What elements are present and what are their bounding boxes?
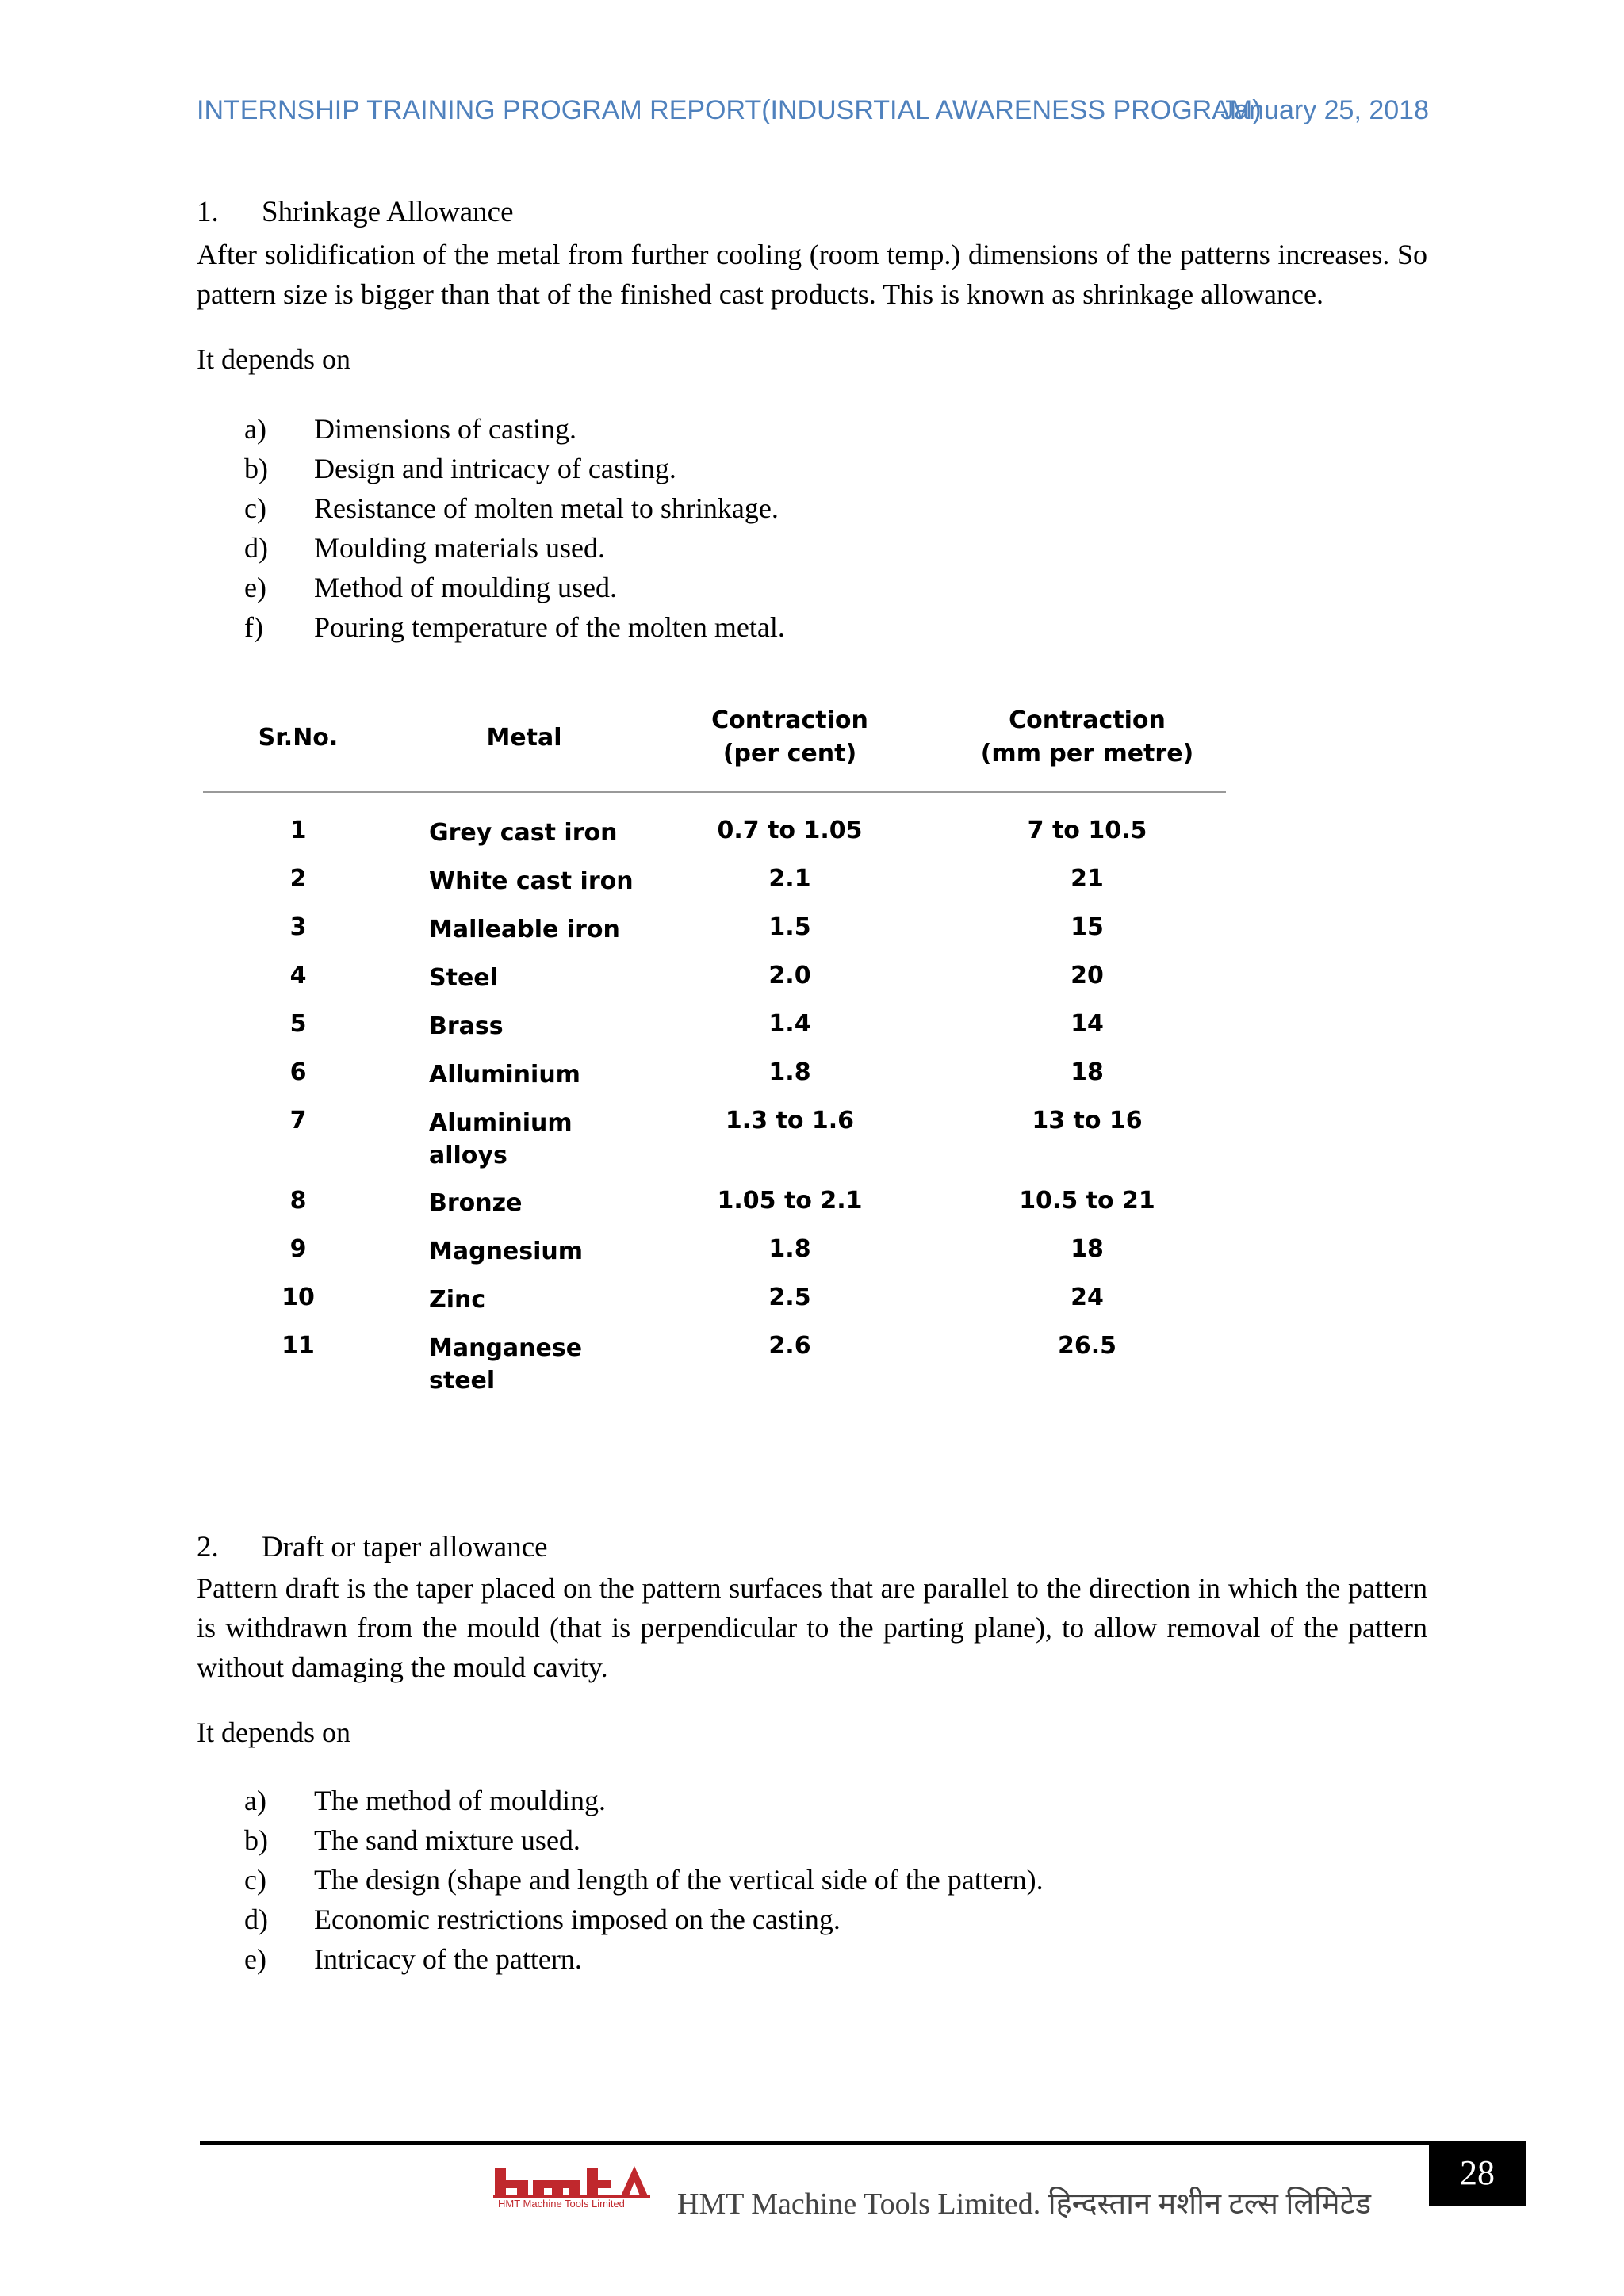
- list-item: f) Pouring temperature of the molten metal.: [244, 611, 785, 643]
- section-2-title: Draft or taper allowance: [262, 1531, 548, 1563]
- section-2-list: [244, 1781, 1044, 1979]
- list-item: c) Resistance of molten metal to shrinkage.: [244, 492, 779, 524]
- page-number: 28: [1429, 2141, 1526, 2206]
- header-date: January 25, 2018: [1220, 95, 1429, 125]
- list-item: e) Intricacy of the pattern.: [244, 1943, 582, 1975]
- header-title: INTERNSHIP TRAINING PROGRAM REPORT(INDUSRTIAL AWARENESS PROGRAM): [197, 95, 1262, 125]
- list-item: b) The sand mixture used.: [244, 1824, 580, 1856]
- header-contraction-pct: Contraction (per cent): [711, 706, 868, 767]
- footer-rule: [200, 2141, 1429, 2145]
- list-item: d) Moulding materials used.: [244, 532, 605, 564]
- contraction-table: Sr.No. Metal Contraction (per cent) Contraction (mm per metre) 1 Grey cast iron 0.7 to 1.05 7 to 10.5 2 White cast iron 2.1 21 3 Malleable iron 1.5 15 4 Steel 2.0 20 5 Brass 1.4 14 6 Alluminium 1.8 18 7 Aluminium alloys 1.3 to 1.6 13 to 16 8 Bronze 1.05 to 2.1 10.5 to 21 9 Magnesium 1.8 18 10 Zinc 2.5 24 11 Manganese steel 2.6 26.5: [203, 698, 1226, 1395]
- section-1-number: 1.: [197, 196, 219, 228]
- section-1-title: Shrinkage Allowance: [262, 196, 514, 228]
- section-1-depends-label: It depends on: [197, 343, 350, 375]
- list-item: a) Dimensions of casting.: [244, 413, 576, 445]
- header-contraction-mm: Contraction (mm per metre): [980, 706, 1194, 767]
- header-sr-no: Sr.No.: [258, 724, 339, 752]
- section-2-paragraph: Pattern draft is the taper placed on the pattern surfaces that are parallel to the direction in which the pattern is withdrawn from the mould (that is perpendicular to the parting plane), to allow removal of the pattern without damaging the mould cavity.: [197, 1572, 1427, 1683]
- section-2-number: 2.: [197, 1531, 219, 1563]
- list-item: d) Economic restrictions imposed on the casting.: [244, 1904, 841, 1935]
- list-item: a) The method of moulding.: [244, 1785, 606, 1816]
- footer-company-name: HMT Machine Tools Limited. हिन्दस्तान मशीन टल्स लिमिटेड: [677, 2187, 1372, 2221]
- section-1-heading: [197, 195, 514, 229]
- list-item: c) The design (shape and length of the vertical side of the pattern).: [244, 1864, 1044, 1896]
- header-metal: Metal: [486, 724, 562, 752]
- section-1-list: [244, 409, 785, 647]
- section-2-heading: [197, 1530, 548, 1564]
- list-item: b) Design and intricacy of casting.: [244, 453, 676, 484]
- list-item: e) Method of moulding used.: [244, 572, 617, 603]
- logo-caption: HMT Machine Tools Limited: [498, 2198, 625, 2210]
- section-2-depends-label: It depends on: [197, 1716, 350, 1748]
- section-1-paragraph: After solidification of the metal from further cooling (room temp.) dimensions of the patterns increases. So pattern size is bigger than that of the finished cast products. This is known as shrinkage allowance.: [197, 239, 1427, 310]
- table-header-rule: [203, 791, 1226, 793]
